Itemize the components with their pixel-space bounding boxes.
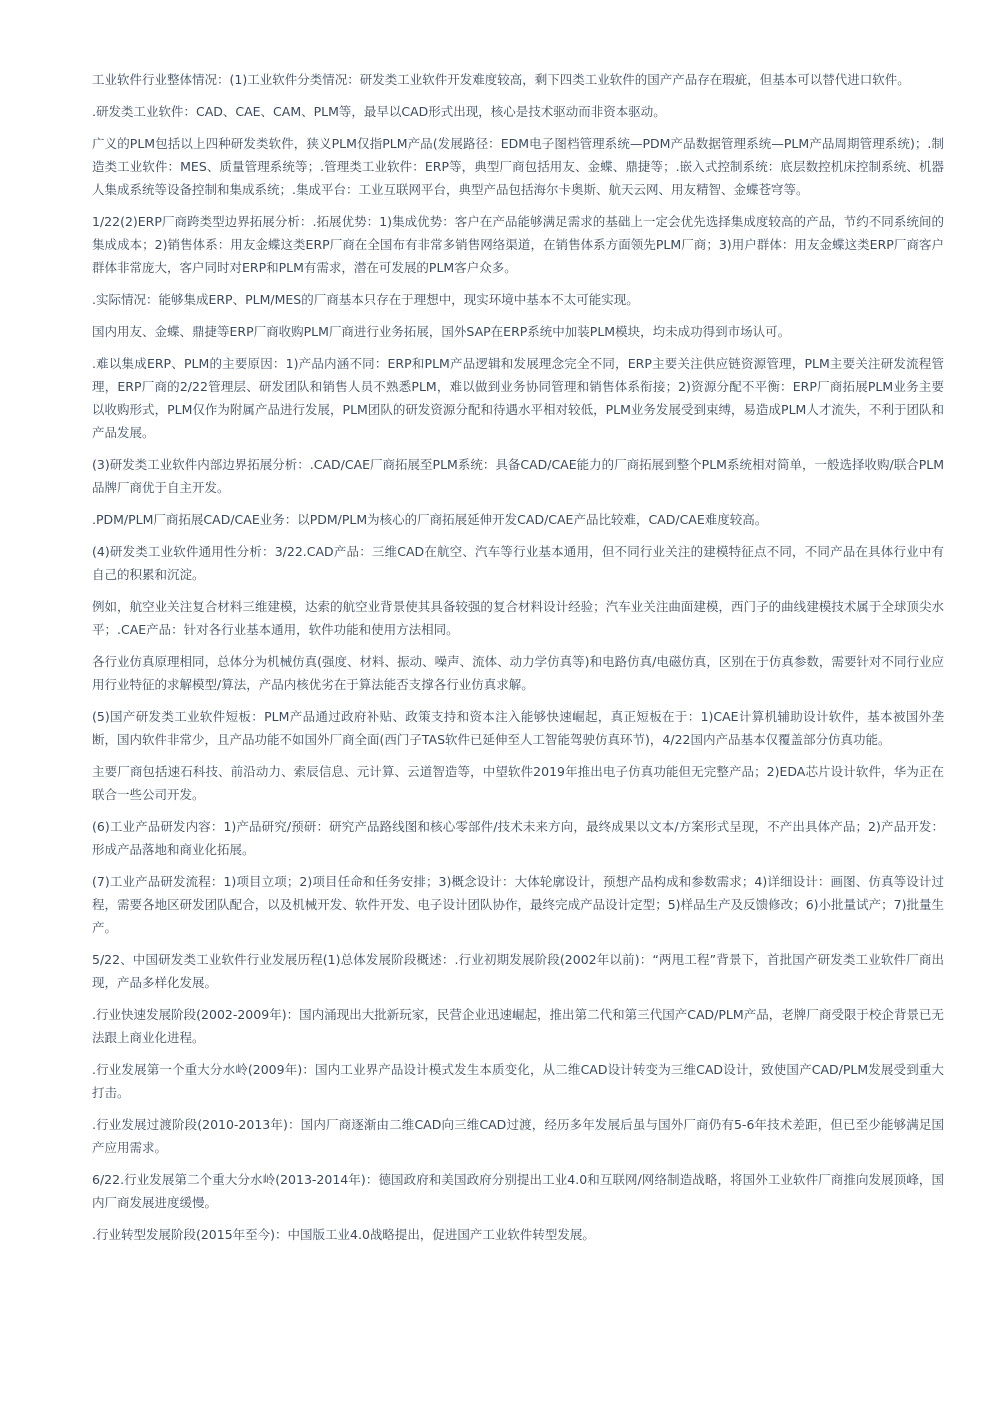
paragraph: 5/22、中国研发类工业软件行业发展历程(1)总体发展阶段概述：.行业初期发展阶段(2002年以前)：“两甩工程”背景下，首批国产研发类工业软件厂商出现，产品多样化发展。 bbox=[92, 952, 944, 990]
paragraph: .行业转型发展阶段(2015年至今)：中国版工业4.0战略提出，促进国产工业软件转型发展。 bbox=[92, 1227, 595, 1242]
paragraph: 各行业仿真原理相同，总体分为机械仿真(强度、材料、振动、噪声、流体、动力学仿真等)和电路仿真/电磁仿真，区别在于仿真参数，需要针对不同行业应用行业特征的求解模型/算法，产品内核优劣在于算法能否支撑各行业仿真求解。 bbox=[92, 654, 944, 692]
paragraph: (5)国产研发类工业软件短板：PLM产品通过政府补贴、政策支持和资本注入能够快速崛起，真正短板在于：1)CAE计算机辅助设计软件，基本被国外垄断，国内软件非常少，且产品功能不如国外厂商全面(西门子TAS软件已延伸至人工智能驾驶仿真环节)，4/22国内产品基本仅覆盖部分仿真功能。 bbox=[92, 709, 944, 747]
paragraph: (6)工业产品研发内容：1)产品研究/预研：研究产品路线图和核心零部件/技术未来方向，最终成果以文本/方案形式呈现，不产出具体产品；2)产品开发：形成产品落地和商业化拓展。 bbox=[92, 819, 944, 857]
paragraph: .行业快速发展阶段(2002-2009年)：国内涌现出大批新玩家，民营企业迅速崛起，推出第二代和第三代国产CAD/PLM产品，老牌厂商受限于校企背景已无法跟上商业化进程。 bbox=[92, 1007, 944, 1045]
paragraph: 工业软件行业整体情况：(1)工业软件分类情况：研发类工业软件开发难度较高，剩下四类工业软件的国产产品存在瑕疵，但基本可以替代进口软件。 bbox=[92, 72, 910, 87]
paragraph: 主要厂商包括速石科技、前沿动力、索辰信息、元计算、云道智造等，中望软件2019年推出电子仿真功能但无完整产品；2)EDA芯片设计软件，华为正在联合一些公司开发。 bbox=[92, 764, 944, 802]
paragraph: .研发类工业软件：CAD、CAE、CAM、PLM等，最早以CAD形式出现，核心是技术驱动而非资本驱动。 bbox=[92, 104, 666, 119]
paragraph: (7)工业产品研发流程：1)项目立项；2)项目任命和任务安排；3)概念设计：大体轮廓设计，预想产品构成和参数需求；4)详细设计：画图、仿真等设计过程，需要各地区研发团队配合，以及机械开发、软件开发、电子设计团队协作，最终完成产品设计定型；5)样品生产及反馈修改；6)小批量试产；7)批量生产。 bbox=[92, 874, 944, 935]
paragraph: 例如，航空业关注复合材料三维建模，达索的航空业背景使其具备较强的复合材料设计经验；汽车业关注曲面建模，西门子的曲线建模技术属于全球顶尖水平；.CAE产品：针对各行业基本通用，软件功能和使用方法相同。 bbox=[92, 599, 944, 637]
paragraph: .PDM/PLM厂商拓展CAD/CAE业务：以PDM/PLM为核心的厂商拓展延伸开发CAD/CAE产品比较难，CAD/CAE难度较高。 bbox=[92, 512, 768, 527]
paragraph: (4)研发类工业软件通用性分析：3/22.CAD产品：三维CAD在航空、汽车等行业基本通用，但不同行业关注的建模特征点不同，不同产品在具体行业中有自己的积累和沉淀。 bbox=[92, 544, 944, 582]
document-page bbox=[92, 68, 944, 1255]
paragraph: 广义的PLM包括以上四种研发类软件，狭义PLM仅指PLM产品(发展路径：EDM电子图档管理系统—PDM产品数据管理系统—PLM产品周期管理系统)；.制造类工业软件：MES、质量管理系统等；.管理类工业软件：ERP等，典型厂商包括用友、金蝶、鼎捷等；.嵌入式控制系统：底层数控机床控制系统、机器人集成系统等设备控制和集成系统；.集成平台：工业互联网平台，典型产品包括海尔卡奥斯、航天云网、用友精智、金蝶苍穹等。 bbox=[92, 136, 944, 197]
paragraph: .难以集成ERP、PLM的主要原因：1)产品内涵不同：ERP和PLM产品逻辑和发展理念完全不同，ERP主要关注供应链资源管理，PLM主要关注研发流程管理，ERP厂商的2/22管理层、研发团队和销售人员不熟悉PLM，难以做到业务协同管理和销售体系衔接；2)资源分配不平衡：ERP厂商拓展PLM业务主要以收购形式，PLM仅作为附属产品进行发展，PLM团队的研发资源分配和待遇水平相对较低，PLM业务发展受到束缚，易造成PLM人才流失，不利于团队和产品发展。 bbox=[92, 356, 944, 440]
paragraph: .行业发展过渡阶段(2010-2013年)：国内厂商逐渐由二维CAD向三维CAD过渡，经历多年发展后虽与国外厂商仍有5-6年技术差距，但已至少能够满足国产应用需求。 bbox=[92, 1117, 944, 1155]
paragraph: 1/22(2)ERP厂商跨类型边界拓展分析：.拓展优势：1)集成优势：客户在产品能够满足需求的基础上一定会优先选择集成度较高的产品，节约不同系统间的集成成本；2)销售体系：用友金蝶这类ERP厂商在全国布有非常多销售网络渠道，在销售体系方面领先PLM厂商；3)用户群体：用友金蝶这类ERP厂商客户群体非常庞大，客户同时对ERP和PLM有需求，潜在可发展的PLM客户众多。 bbox=[92, 214, 944, 275]
paragraph: 国内用友、金蝶、鼎捷等ERP厂商收购PLM厂商进行业务拓展，国外SAP在ERP系统中加装PLM模块，均未成功得到市场认可。 bbox=[92, 324, 791, 339]
paragraph: .实际情况：能够集成ERP、PLM/MES的厂商基本只存在于理想中，现实环境中基本不太可能实现。 bbox=[92, 292, 639, 307]
paragraph: (3)研发类工业软件内部边界拓展分析：.CAD/CAE厂商拓展至PLM系统：具备CAD/CAE能力的厂商拓展到整个PLM系统相对简单，一般选择收购/联合PLM品牌厂商优于自主开发。 bbox=[92, 457, 944, 495]
paragraph: 6/22.行业发展第二个重大分水岭(2013-2014年)：德国政府和美国政府分别提出工业4.0和互联网/网络制造战略，将国外工业软件厂商推向发展顶峰，国内厂商发展进度缓慢。 bbox=[92, 1172, 944, 1210]
paragraph: .行业发展第一个重大分水岭(2009年)：国内工业界产品设计模式发生本质变化，从二维CAD设计转变为三维CAD设计，致使国产CAD/PLM发展受到重大打击。 bbox=[92, 1062, 944, 1100]
